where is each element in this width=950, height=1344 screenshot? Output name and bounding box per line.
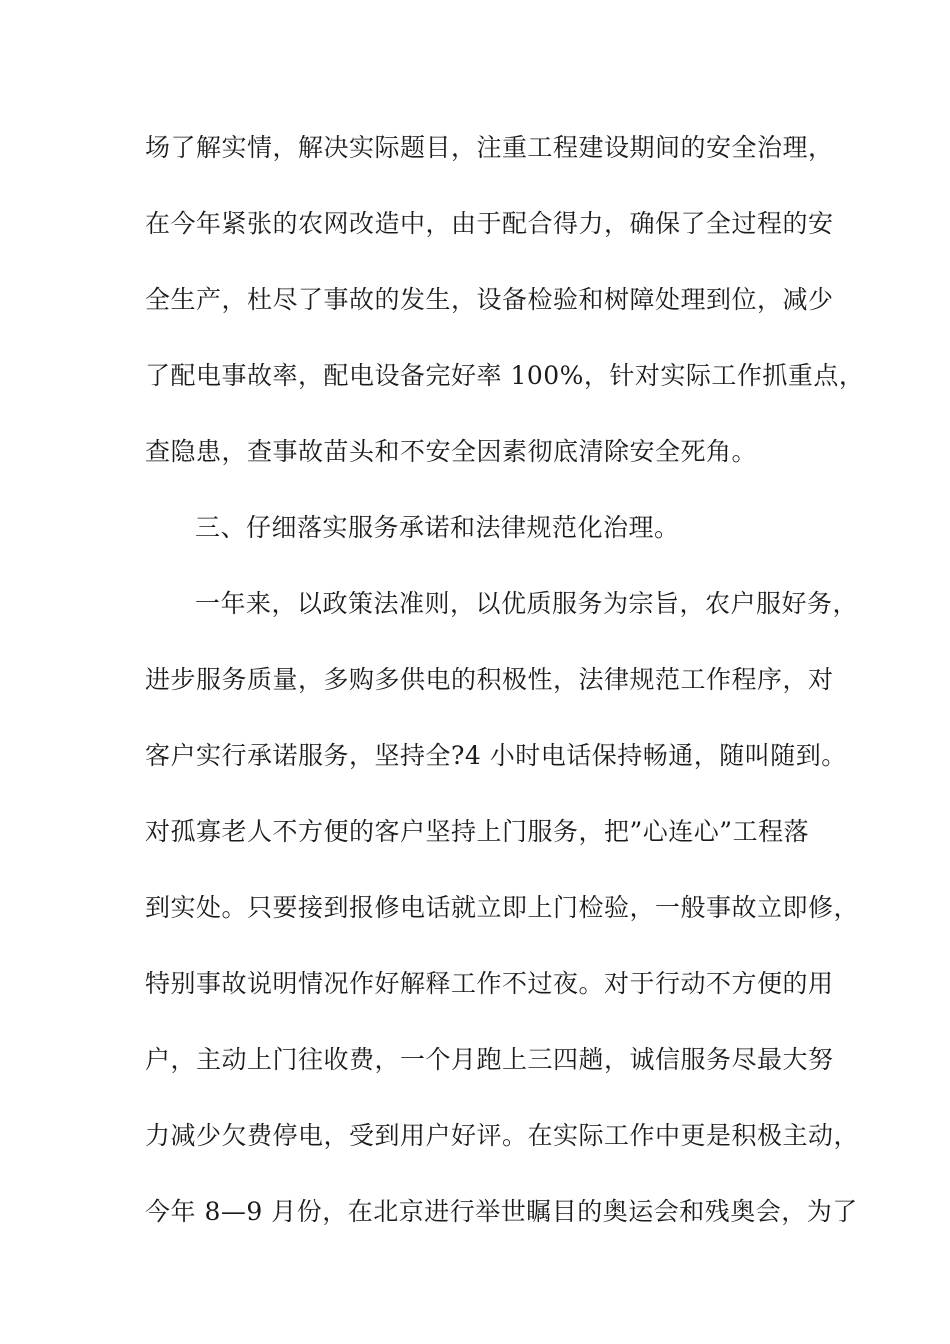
text-line-10: 对孤寡老人不方便的客户坚持上门服务，把”心连心”工程落 <box>145 817 810 846</box>
text-line-3: 全生产，杜尽了事故的发生，设备检验和树障处理到位，减少 <box>145 285 834 314</box>
document-body <box>145 123 865 1263</box>
text-line-5: 查隐患，查事故苗头和不安全因素彻底清除安全死角。 <box>145 437 758 466</box>
text-line-8: 进步服务质量，多购多供电的积极性，法律规范工作程序，对 <box>145 665 834 694</box>
text-line-9: 客户实行承诺服务，坚持全?4 小时电话保持畅通，随叫随到。 <box>145 741 847 770</box>
text-line-11: 到实处。只要接到报修电话就立即上门检验，一般事故立即修， <box>145 893 860 922</box>
text-line-15: 今年 8—9 月份，在北京进行举世瞩目的奥运会和残奥会，为了 <box>145 1197 858 1226</box>
text-line-2: 在今年紧张的农网改造中，由于配合得力，确保了全过程的安 <box>145 209 834 238</box>
paragraph-start-line: 一年来，以政策法准则，以优质服务为宗旨，农户服好务， <box>195 589 859 618</box>
text-line-13: 户，主动上门往收费，一个月跑上三四趟，诚信服务尽最大努 <box>145 1045 834 1074</box>
text-line-4: 了配电事故率，配电设备完好率 100%，针对实际工作抓重点， <box>145 361 865 390</box>
text-line-12: 特别事故说明情况作好解释工作不过夜。对于行动不方便的用 <box>145 969 834 998</box>
text-line-1: 场了解实情，解决实际题目，注重工程建设期间的安全治理， <box>145 133 834 162</box>
text-line-14: 力减少欠费停电，受到用户好评。在实际工作中更是积极主动， <box>145 1121 860 1150</box>
section-heading: 三、仔细落实服务承诺和法律规范化治理。 <box>195 513 680 542</box>
